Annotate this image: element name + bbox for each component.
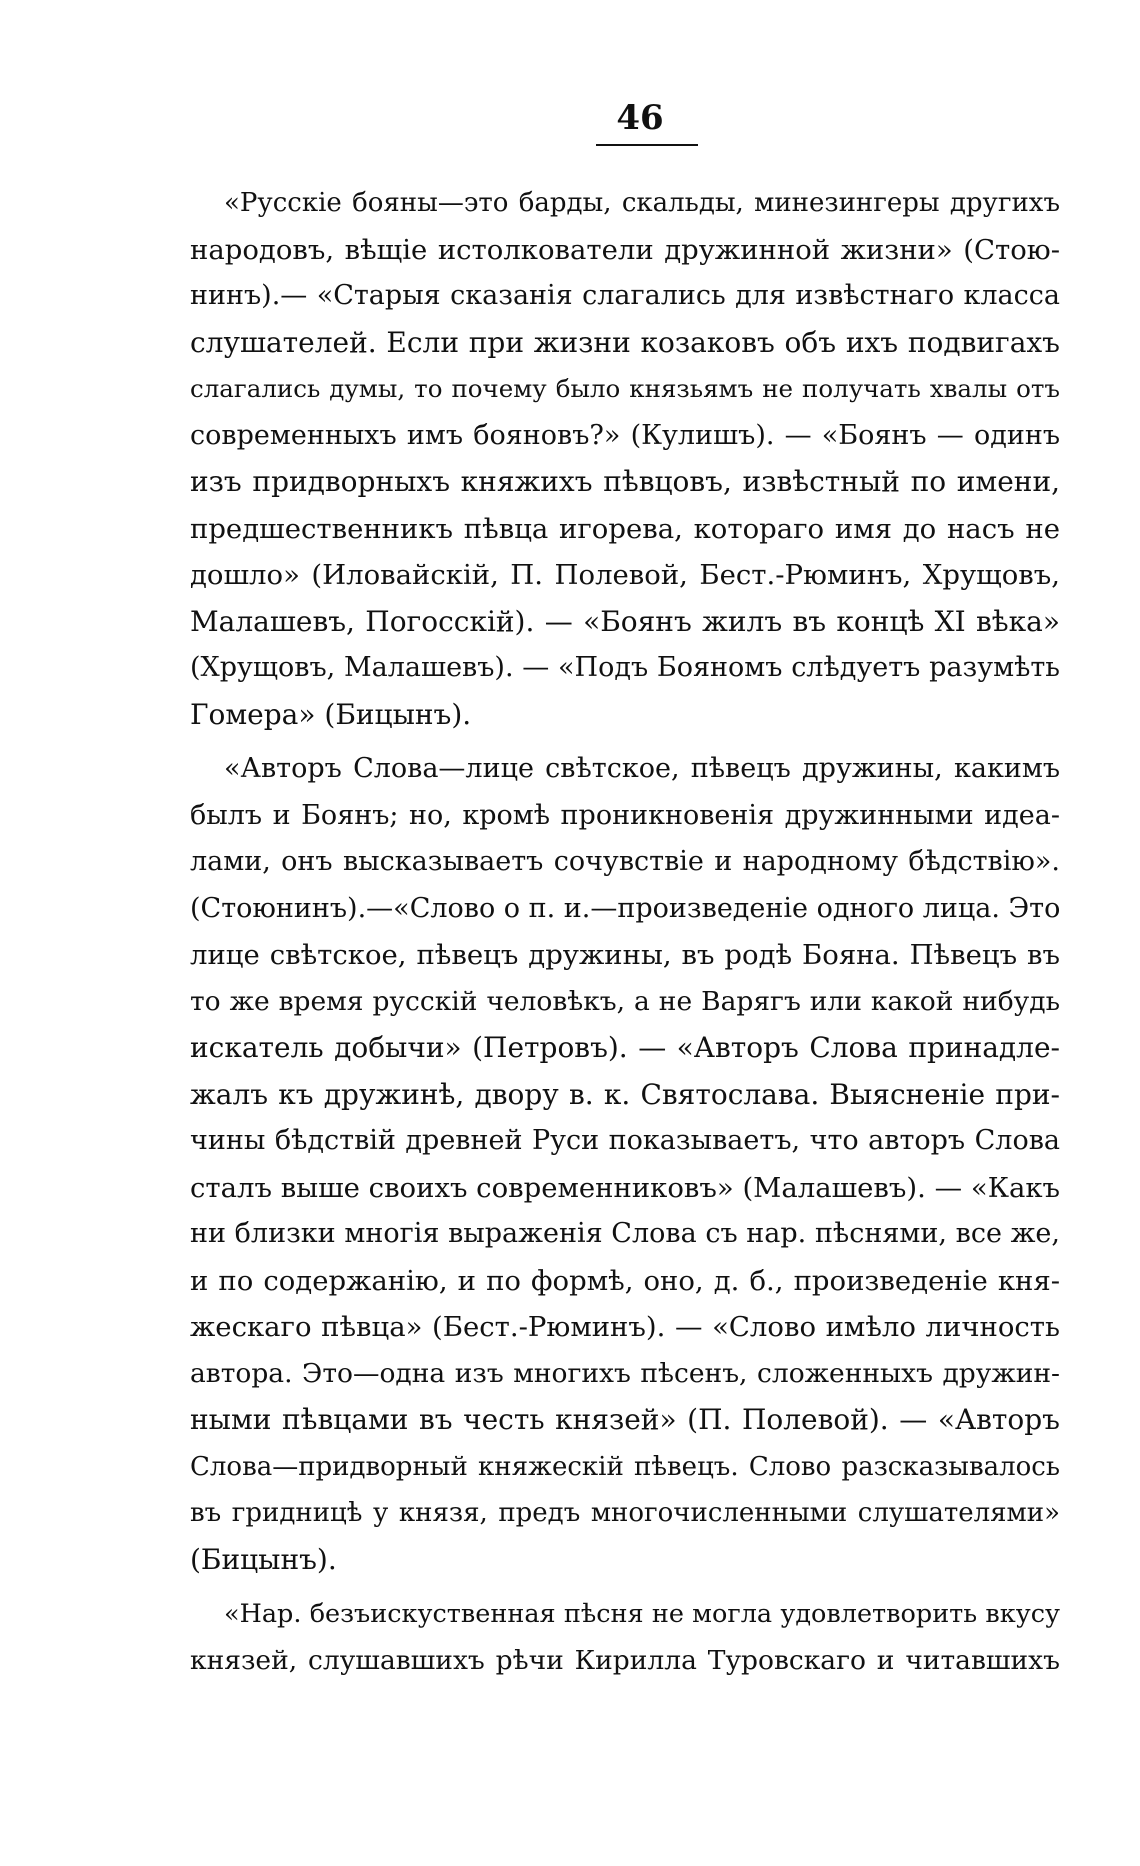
text-line: лице свѣтское, пѣвецъ дружины, въ родѣ Бояна. Пѣвецъ въ [190, 939, 1060, 971]
text-line: Гомера» (Бицынъ). [190, 697, 472, 731]
text-line: (Бицынъ). [190, 1542, 337, 1576]
text-line: слушателей. Если при жизни козаковъ объ ихъ подвигахъ [190, 325, 1060, 359]
page-number: 46 [616, 98, 664, 138]
text-line: изъ придворныхъ княжихъ пѣвцовъ, извѣстный по имени, [190, 465, 1060, 498]
text-line: современныхъ имъ бояновъ?» (Кулишъ). — «Боянъ — одинъ [190, 419, 1060, 451]
text-line: дошло» (Иловайскій, П. Полевой, Бест.-Рюминъ, Хрущовъ, [190, 559, 1060, 591]
text-line: (Хрущовъ, Малашевъ). — «Подъ Бояномъ слѣдуетъ разумѣть [190, 652, 1060, 683]
text-line: Малашевъ, Погосскій). — «Боянъ жилъ въ концѣ XI вѣка» [190, 604, 1060, 638]
paragraph-2 [190, 746, 1060, 1583]
paragraph-gap [190, 1583, 1060, 1591]
paragraph-gap [190, 738, 1060, 746]
paragraph-1 [190, 180, 1060, 738]
text-line: ни близки многія выраженія Слова съ нар. пѣснями, все же, [190, 1218, 1060, 1249]
text-line: жескаго пѣвца» (Бест.-Рюминъ). — «Слово имѣло личность [190, 1311, 1060, 1343]
text-line: лами, онъ высказываетъ сочувствіе и народному бѣдствію». [190, 846, 1060, 877]
text-line: жалъ къ дружинѣ, двору в. к. Святослава. Выясненіе при- [190, 1077, 1060, 1111]
text-line: «Авторъ Слова—лице свѣтское, пѣвецъ дружины, какимъ [224, 753, 1060, 784]
text-line: искатель добычи» (Петровъ). — «Авторъ Слова принадле- [190, 1031, 1060, 1064]
text-line: князей, слушавшихъ рѣчи Кирилла Туровскаго и читавшихъ [190, 1644, 1060, 1676]
text-line: автора. Это—одна изъ многихъ пѣсенъ, сложенныхъ дружин- [190, 1357, 1060, 1389]
text-line: сталъ выше своихъ современниковъ» (Малашевъ). — «Какъ [190, 1171, 1060, 1204]
text-line: въ гридницѣ у князя, предъ многочисленными слушателями» [190, 1498, 1060, 1528]
text-line: былъ и Боянъ; но, кромѣ проникновенія дружинными идеа- [190, 799, 1060, 831]
text-line: слагались думы, то почему было князьямъ не получать хвалы отъ [190, 374, 1060, 403]
text-line: (Стоюнинъ).—«Слово о п. и.—произведеніе одного лица. Это [190, 892, 1060, 924]
text-line: нинъ).— «Старыя сказанія слагались для извѣстнаго класса [190, 280, 1060, 311]
text-line: «Русскіе бояны—это барды, скальды, минезингеры другихъ [224, 188, 1060, 218]
body-text [190, 180, 1060, 1684]
text-line: и по содержанію, и по формѣ, оно, д. б., произведеніе кня- [190, 1264, 1060, 1297]
text-line: чины бѣдствій древней Руси показываетъ, что авторъ Слова [190, 1125, 1060, 1156]
page-number-rule [596, 144, 698, 146]
text-line: ными пѣвцами въ честь князей» (П. Полевой). — «Авторъ [190, 1403, 1060, 1436]
paragraph-3 [190, 1591, 1060, 1684]
text-line: народовъ, вѣщіе истолкователи дружинной жизни» (Стою- [190, 233, 1060, 266]
text-line: «Нар. безъискуственная пѣсня не могла удовлетворить вкусу [224, 1599, 1060, 1629]
text-line: то же время русскій человѣкъ, а не Варягъ или какой нибудь [190, 985, 1060, 1017]
text-line: предшественникъ пѣвца игорева, котораго имя до насъ не [190, 512, 1060, 545]
text-line: Слова—придворный княжескій пѣвецъ. Слово разсказывалось [190, 1451, 1060, 1482]
